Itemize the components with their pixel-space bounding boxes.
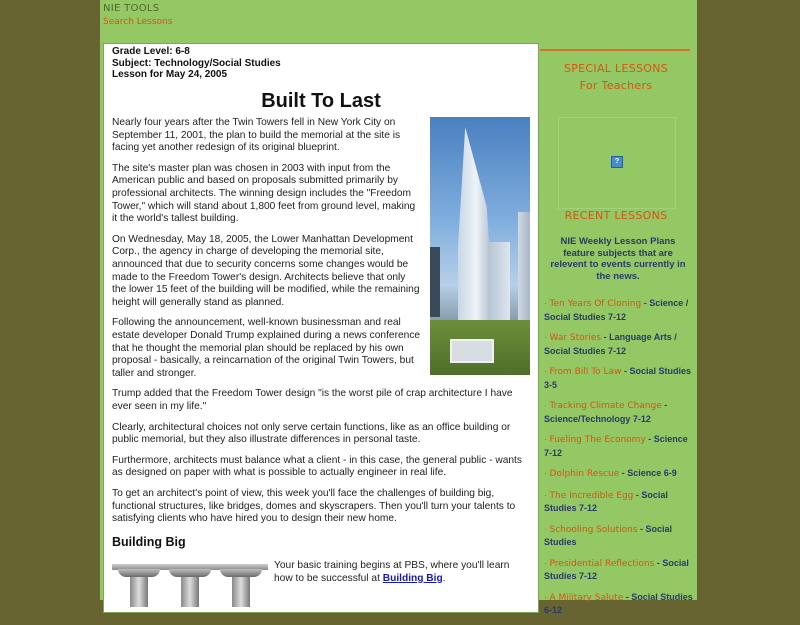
list-item: [544, 489, 694, 515]
divider: [540, 49, 690, 51]
paragraph: Trump added that the Freedom Tower design "is the worst pile of crap architecture I have ever seen in my life.": [112, 388, 513, 412]
lesson-subject: Science / Social Studies 7-12: [544, 298, 689, 322]
building-shape: [430, 247, 440, 317]
lesson-link[interactable]: The Incredible Egg: [549, 490, 634, 501]
lesson-link[interactable]: Presidential Reflections: [549, 558, 655, 569]
sidebar: [540, 43, 695, 615]
section-text-after: .: [442, 572, 446, 584]
column-capital: [118, 569, 160, 577]
separator: -: [661, 400, 668, 410]
separator: -: [645, 434, 654, 444]
paragraph: Furthermore, architects must balance what a client - in this case, the general public - wants as designed on paper with what is possible to actually engineer in real life.: [112, 454, 522, 479]
lesson-title: Built To Last: [261, 89, 381, 112]
columns-image: [112, 564, 268, 604]
lesson-link[interactable]: War Stories: [549, 333, 602, 343]
bullet: ·: [544, 523, 547, 534]
lesson-link[interactable]: Schooling Solutions: [549, 524, 638, 535]
nie-tools-title: NIE TOOLS: [103, 3, 160, 14]
separator: -: [641, 298, 650, 308]
section-heading: Building Big: [112, 534, 186, 549]
search-lessons-link[interactable]: Search Lessons: [103, 17, 173, 27]
list-item: [544, 297, 694, 323]
lesson-subject: Social Studies 7-12: [544, 557, 689, 581]
column-shaft: [130, 577, 148, 607]
lesson-subject: Social Studies 3-5: [544, 366, 691, 390]
lesson-subject: Science 7-12: [544, 434, 688, 458]
lesson-link[interactable]: A Military Salute: [549, 592, 624, 603]
column-shaft: [232, 577, 250, 607]
lesson-date: Lesson for May 24, 2005: [112, 69, 228, 80]
lesson-subject: Social Studies 6-12: [544, 591, 693, 615]
section-text: [274, 560, 530, 585]
bullet: ·: [544, 591, 547, 602]
separator: -: [637, 523, 646, 534]
paragraph: Following the announcement, well-known businessman and real estate developer Donald Trump explained during a news conference that he thought the memorial plan should be replaced by his own proposal - basically, a reincarnation of the original Twin Towers, but taller and stronger.: [112, 317, 421, 379]
paragraph: To get an architect's point of view, this week you'll face the challenges of building big, functional structures, like bridges, domes and skyscrapers. Then you'll turn your talents to satisfying clients who have hired you to design their new home.: [112, 487, 516, 525]
bullet: ·: [544, 557, 547, 568]
bullet: ·: [544, 366, 547, 376]
recent-lessons-heading: RECENT LESSONS: [564, 209, 668, 222]
lesson-link[interactable]: Tracking Climate Change: [549, 401, 662, 411]
building-shape: [518, 212, 530, 322]
list-item: [544, 331, 694, 357]
list-item: [544, 591, 694, 617]
column-shaft: [181, 577, 199, 607]
building-shape: [488, 242, 510, 332]
section-text-before: Your basic training begins at PBS, where you'll learn how to be successful at: [274, 560, 510, 584]
lesson-link[interactable]: Fueling The Economy: [549, 435, 646, 445]
subject: Subject: Technology/Social Studies: [112, 57, 281, 69]
special-lessons-placeholder[interactable]: [558, 117, 676, 209]
lesson-subject: Social Studies: [544, 523, 673, 547]
bullet: ·: [544, 400, 547, 410]
missing-image-icon: ?: [611, 156, 623, 168]
separator: -: [654, 557, 663, 568]
list-item: [544, 557, 694, 583]
bullet: ·: [544, 489, 547, 500]
bullet: ·: [544, 434, 547, 444]
for-teachers-heading: For Teachers: [579, 79, 653, 92]
separator: -: [621, 366, 630, 376]
bullet: ·: [544, 468, 547, 478]
lesson-content: [103, 43, 539, 613]
paragraph: The site's master plan was chosen in 2003 with input from the American public and based on proposals submitted primarily by professional architects. The winning design includes the "Freedom Tower," which will stand about 1,800 feet from ground level, making it the world's tallest building.: [112, 162, 416, 225]
bullet: ·: [544, 298, 547, 308]
recent-lessons-list: [544, 297, 694, 625]
memorial-pool-shape: [450, 339, 494, 363]
column-capital: [220, 569, 262, 577]
column-capital: [169, 569, 211, 577]
special-lessons-header: [540, 60, 692, 94]
paragraph: Nearly four years after the Twin Towers fell in New York City on September 11, 2001, the plan to build the memorial at the site is facing yet another redesign of its original blueprint.: [112, 117, 401, 154]
building-big-section: [112, 556, 530, 596]
bullet: ·: [544, 332, 547, 342]
lesson-subject: Science 6-9: [627, 468, 677, 478]
list-item: [544, 467, 694, 481]
separator: -: [619, 468, 628, 478]
lesson-subject: Language Arts / Social Studies 7-12: [544, 332, 677, 356]
lesson-link[interactable]: From Bill To Law: [549, 367, 622, 377]
separator: -: [633, 489, 642, 500]
list-item: [544, 365, 694, 391]
paragraph: On Wednesday, May 18, 2005, the Lower Manhattan Development Corp., the agency in charge of developing the memorial site, announced that due to security concerns some changes would be made to the Freedom Tower's design. Architects believe that only the lower 15 feet of the building will be modified, while the remaining height will generally stand as planned.: [112, 233, 420, 308]
special-lessons-heading: SPECIAL LESSONS: [563, 62, 669, 75]
paragraph: Clearly, architectural choices not only serve certain functions, like as an office building or public memorial, but they also illustrate differences in personal taste.: [112, 421, 511, 446]
grade-level: Grade Level: 6-8: [112, 46, 190, 57]
list-item: [544, 399, 694, 425]
separator: -: [601, 332, 610, 342]
nie-tools: [103, 2, 172, 29]
lesson-link[interactable]: Ten Years Of Cloning: [549, 299, 642, 309]
separator: -: [623, 591, 632, 602]
lesson-subject: Social Studies 7-12: [544, 489, 668, 513]
building-big-link[interactable]: Building Big: [382, 572, 443, 584]
recent-lessons-description: NIE Weekly Lesson Plans feature subjects that are relevent to events currently in the news.: [550, 236, 686, 282]
lesson-subject: Science/Technology 7-12: [544, 413, 651, 424]
list-item: [544, 523, 694, 549]
page-container: [100, 0, 697, 615]
lesson-link[interactable]: Dolphin Rescue: [549, 469, 620, 479]
freedom-tower-image: [430, 117, 530, 375]
list-item: [544, 433, 694, 459]
